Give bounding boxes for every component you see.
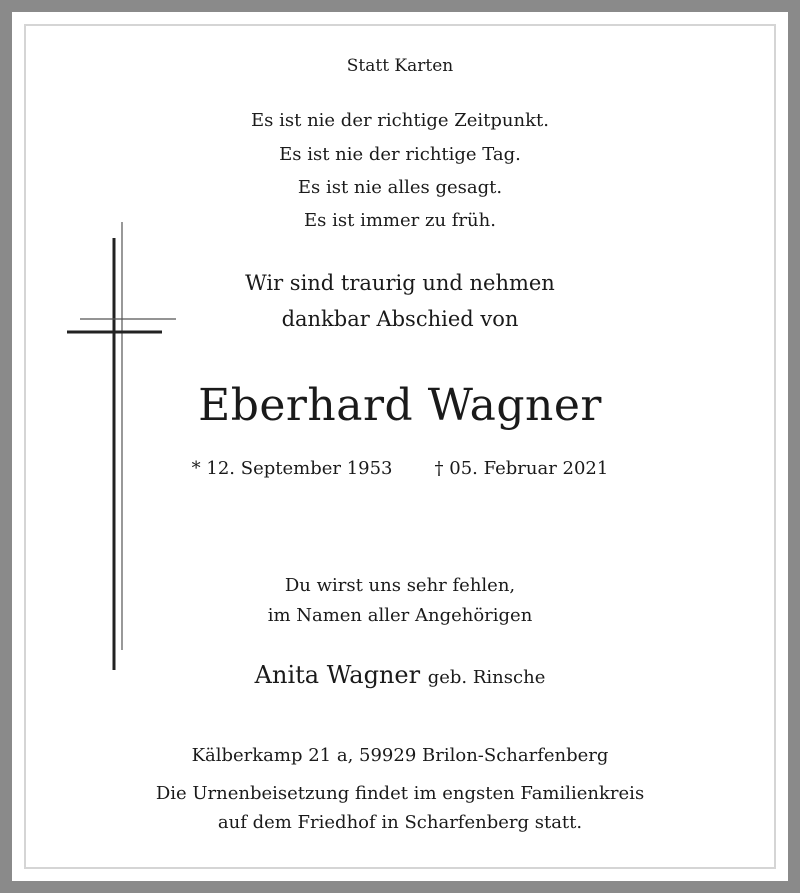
signer-name: Anita Wagner: [254, 661, 421, 689]
intro-line-2: dankbar Abschied von: [281, 307, 519, 331]
signer: [0, 661, 800, 689]
life-dates: [0, 458, 800, 479]
message-line-2: im Namen aller Angehörigen: [267, 605, 533, 626]
poem-line-4: Es ist immer zu früh.: [304, 210, 496, 231]
notice-line-1: Die Urnenbeisetzung findet im engsten Familienkreis: [155, 783, 645, 804]
header-text: Statt Karten: [346, 56, 454, 76]
signer-maiden-name: geb. Rinsche: [427, 667, 546, 688]
notice-line-2: auf dem Friedhof in Scharfenberg statt.: [217, 812, 583, 833]
poem-line-2: Es ist nie der richtige Tag.: [279, 144, 521, 165]
address: Kälberkamp 21 a, 59929 Brilon-Scharfenberg: [191, 745, 609, 766]
intro-line-1: Wir sind traurig und nehmen: [245, 271, 555, 295]
poem-line-1: Es ist nie der richtige Zeitpunkt.: [251, 110, 549, 131]
deceased-name: Eberhard Wagner: [198, 380, 602, 431]
death-date: † 05. Februar 2021: [434, 458, 609, 479]
message-line-1: Du wirst uns sehr fehlen,: [284, 575, 516, 596]
poem-line-3: Es ist nie alles gesagt.: [297, 177, 503, 198]
birth-date: * 12. September 1953: [191, 458, 393, 479]
